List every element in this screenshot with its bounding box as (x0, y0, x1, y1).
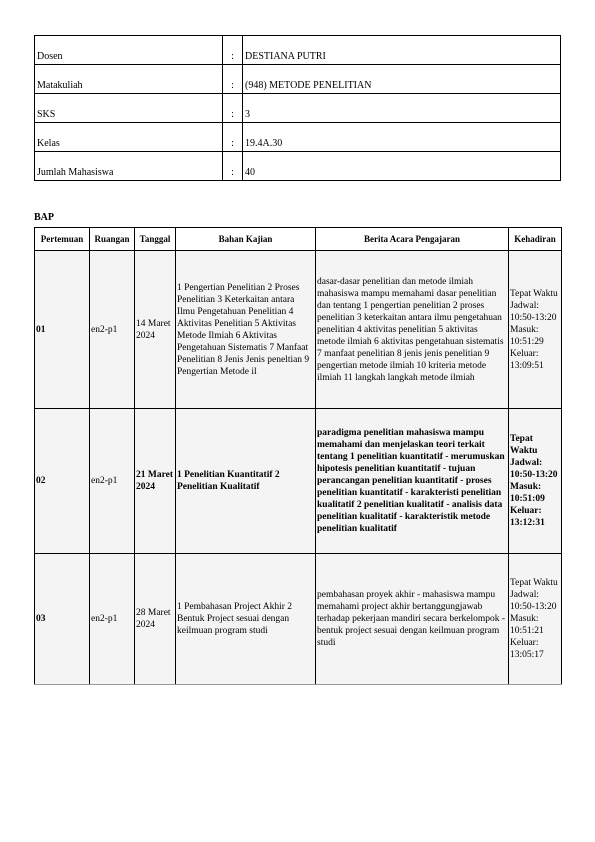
info-value: DESTIANA PUTRI (243, 36, 561, 65)
cell-kehadiran: Tepat Waktu Jadwal: 10:50-13:20 Masuk: 10:51:29 Keluar: 13:09:51 (509, 251, 562, 409)
table-row (35, 409, 562, 554)
table-row (35, 554, 562, 685)
table-row (35, 251, 562, 409)
header-ruangan: Ruangan (90, 228, 135, 251)
info-label: Matakuliah (35, 65, 223, 94)
header-bahan-kajian: Bahan Kajian (176, 228, 316, 251)
cell-bahan-kajian: 1 Penelitian Kuantitatif 2 Penelitian Kualitatif (176, 409, 316, 554)
cell-pertemuan: 03 (35, 554, 90, 685)
info-row-dosen (35, 36, 561, 65)
info-separator: : (223, 152, 243, 181)
bap-title: BAP (34, 212, 54, 223)
info-value: 3 (243, 94, 561, 123)
cell-ruangan: en2-p1 (90, 554, 135, 685)
cell-berita-acara: paradigma penelitian mahasiswa mampu memahami dan menjelaskan teori terkait tentang 1 penelitian kuantitatif - merumuskan hipotesis penelitian kuantitatif - tujuan perancangan penelitian kuantitatif - proses penelitian kuantitatif - karakteristi penelitian kualitatif 2 penelitian kualitatif - analisis data penelitian kualitatif - karakteristik metode penelitian kualitatif (316, 409, 509, 554)
cell-kehadiran: Tepat Waktu Jadwal: 10:50-13:20 Masuk: 10:51:09 Keluar: 13:12:31 (509, 409, 562, 554)
cell-tanggal: 21 Maret 2024 (135, 409, 176, 554)
header-berita-acara: Berita Acara Pengajaran (316, 228, 509, 251)
info-value: (948) METODE PENELITIAN (243, 65, 561, 94)
cell-pertemuan: 01 (35, 251, 90, 409)
bap-table (34, 227, 562, 685)
cell-pertemuan: 02 (35, 409, 90, 554)
cell-ruangan: en2-p1 (90, 409, 135, 554)
info-separator: : (223, 65, 243, 94)
header-kehadiran: Kehadiran (509, 228, 562, 251)
info-value: 40 (243, 152, 561, 181)
bap-header-row (35, 228, 562, 251)
cell-berita-acara: pembahasan proyek akhir - mahasiswa mampu memahami project akhir bertanggungjawab terhadap pekerjaan mandiri secara berkelompok - bentuk project sesuai dengan keilmuan program studi (316, 554, 509, 685)
info-separator: : (223, 94, 243, 123)
cell-kehadiran: Tepat Waktu Jadwal: 10:50-13:20 Masuk: 10:51:21 Keluar: 13:05:17 (509, 554, 562, 685)
info-separator: : (223, 123, 243, 152)
cell-ruangan: en2-p1 (90, 251, 135, 409)
cell-berita-acara: dasar-dasar penelitian dan metode ilmiah mahasiswa mampu memahami dasar penelitian dan tentang 1 pengertian penelitian 2 proses penelitian 3 keterkaitan antara ilmu pengetahuan penelitian 4 aktivitas penelitian 5 aktivitas metode ilmiah 6 aktivitas pengetahuan sistematis 7 manfaat penelitian 8 jenis jenis penelitian 9 pengertian metode ilmiah 10 kriteria metode ilmiah 11 langkah langkah metode ilmiah (316, 251, 509, 409)
info-row-kelas (35, 123, 561, 152)
info-row-jumlah-mahasiswa (35, 152, 561, 181)
cell-tanggal: 14 Maret 2024 (135, 251, 176, 409)
info-label: Dosen (35, 36, 223, 65)
info-label: Kelas (35, 123, 223, 152)
info-label: Jumlah Mahasiswa (35, 152, 223, 181)
header-pertemuan: Pertemuan (35, 228, 90, 251)
cell-tanggal: 28 Maret 2024 (135, 554, 176, 685)
info-value: 19.4A.30 (243, 123, 561, 152)
info-label: SKS (35, 94, 223, 123)
header-tanggal: Tanggal (135, 228, 176, 251)
cell-bahan-kajian: 1 Pembahasan Project Akhir 2 Bentuk Project sesuai dengan keilmuan program studi (176, 554, 316, 685)
cell-bahan-kajian: 1 Pengertian Penelitian 2 Proses Penelitian 3 Keterkaitan antara Ilmu Pengetahuan Penelitian 4 Aktivitas Penelitian 5 Aktivitas Metode Ilmiah 6 Aktivitas Pengetahuan Sistematis 7 Manfaat Penelitian 8 Jenis Jenis peneltian 9 Pengertian Metode il (176, 251, 316, 409)
info-row-matakuliah (35, 65, 561, 94)
info-separator: : (223, 36, 243, 65)
lecturer-info-table (34, 35, 561, 181)
info-row-sks (35, 94, 561, 123)
